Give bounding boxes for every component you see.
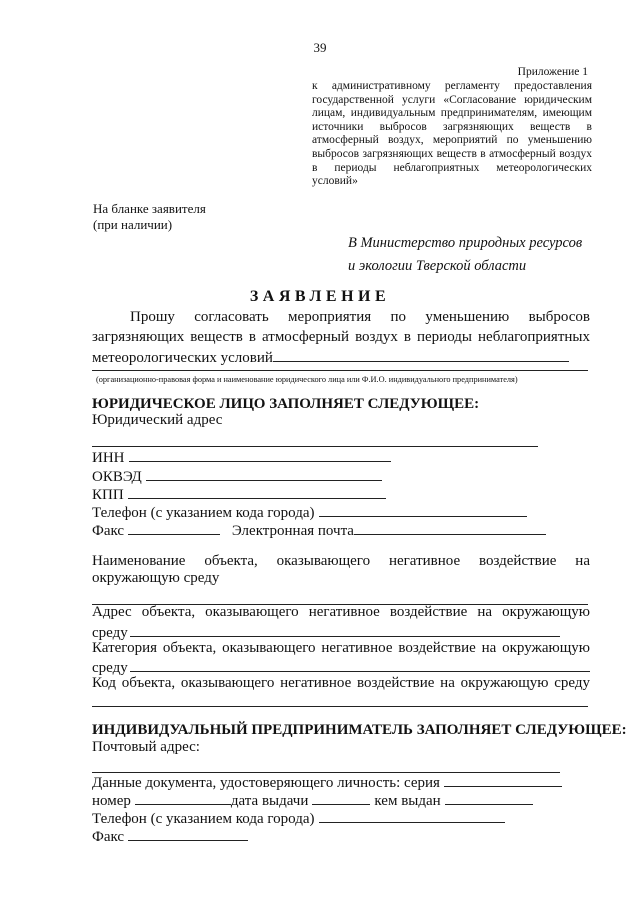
legal-address-label: Юридический адрес	[92, 412, 223, 428]
id-doc-row	[92, 772, 562, 792]
id-doc-label: Данные документа, удостоверяющего личность: серия	[92, 775, 440, 791]
ip-fax-label: Факс	[92, 829, 125, 845]
object-category-line-1: Категория объекта, оказывающего негативное воздействие на окружающую	[92, 640, 590, 656]
id-number-row	[92, 790, 533, 810]
object-address-line-2: среду	[92, 625, 128, 641]
object-name-line-1: Наименование объекта, оказывающего негативное воздействие на	[92, 553, 590, 569]
inn-field[interactable]	[129, 447, 391, 462]
legal-entity-heading: ЮРИДИЧЕСКОЕ ЛИЦО ЗАПОЛНЯЕТ СЛЕДУЮЩЕЕ:	[92, 396, 480, 412]
appendix-text: к административному регламенту предоставления государственной услуги «Согласование юридическим лицам, индивидуальным предпринимателям, имеющим источники выбросов загрязняющих веществ в атмосферный воздух, мероприятий по уменьшению выбросов загрязняющих веществ в атмосферный воздух в периоды неблагоприятных метеорологических условий»	[312, 80, 592, 188]
email-label: Электронная почта	[231, 523, 354, 539]
request-text	[92, 307, 590, 368]
object-category-field[interactable]	[130, 657, 590, 672]
object-address-field[interactable]	[130, 622, 560, 637]
request-line-1: Прошу согласовать мероприятия по уменьшению выбросов	[130, 309, 590, 325]
okved-field[interactable]	[146, 466, 382, 481]
object-code-line[interactable]	[92, 706, 588, 707]
object-code-label: Код объекта, оказывающего негативное воздействие на окружающую среду	[92, 675, 590, 691]
id-issue-date-label: дата выдачи	[230, 793, 309, 809]
recipient-line-1: В Министерство природных ресурсов	[348, 235, 583, 251]
okved-label: ОКВЭД	[92, 469, 142, 485]
inn-row	[92, 447, 391, 467]
id-number-field[interactable]	[135, 790, 231, 805]
ip-fax-row	[92, 826, 248, 846]
object-address-line-1: Адрес объекта, оказывающего негативное воздействие на окружающую	[92, 604, 590, 620]
email-field[interactable]	[354, 520, 546, 535]
inn-label: ИНН	[92, 450, 125, 466]
okved-row	[92, 466, 382, 486]
fax-email-row	[92, 520, 546, 540]
letterhead-line-2: (при наличии)	[93, 217, 173, 232]
fax-field[interactable]	[128, 520, 220, 535]
phone-label: Телефон (с указанием кода города)	[92, 505, 315, 521]
request-line-3-text: метеорологических условий	[92, 350, 273, 366]
request-line-3	[92, 347, 590, 368]
individual-heading: ИНДИВИДУАЛЬНЫЙ ПРЕДПРИНИМАТЕЛЬ ЗАПОЛНЯЕТ СЛЕДУЮЩЕЕ:	[92, 722, 627, 738]
id-issued-by-label: кем выдан	[374, 793, 441, 809]
page-number: 39	[313, 40, 327, 55]
kpp-field[interactable]	[128, 484, 386, 499]
letterhead-note	[93, 201, 206, 233]
request-fill-line[interactable]	[273, 347, 569, 362]
object-category-line-2: среду	[92, 660, 128, 676]
appendix-title: Приложение 1	[517, 66, 588, 78]
kpp-label: КПП	[92, 487, 124, 503]
ip-fax-field[interactable]	[128, 826, 248, 841]
phone-field[interactable]	[319, 502, 527, 517]
ip-phone-field[interactable]	[319, 808, 505, 823]
applicant-name-line[interactable]	[92, 370, 588, 371]
object-category-row	[92, 657, 590, 677]
document-title: ЗАЯВЛЕНИЕ	[249, 288, 391, 305]
applicant-caption: (организационно-правовая форма и наименование юридического лица или Ф.И.О. индивидуального предпринимателя)	[96, 375, 518, 384]
request-line-2: загрязняющих веществ в атмосферный воздух в периоды неблагоприятных	[92, 329, 590, 345]
object-name-line-2: окружающую среду	[92, 570, 220, 586]
id-number-label: номер	[92, 793, 131, 809]
id-issued-by-field[interactable]	[445, 790, 533, 805]
ip-phone-row	[92, 808, 505, 828]
kpp-row	[92, 484, 386, 504]
recipient	[348, 232, 582, 278]
object-address-row	[92, 622, 560, 642]
phone-row	[92, 502, 527, 522]
letterhead-line-1: На бланке заявителя	[93, 201, 206, 216]
fax-label: Факс	[92, 523, 125, 539]
id-issue-date-field[interactable]	[312, 790, 370, 805]
id-series-field[interactable]	[444, 772, 562, 787]
ip-phone-label: Телефон (с указанием кода города)	[92, 811, 315, 827]
postal-address-label: Почтовый адрес:	[92, 739, 200, 755]
recipient-line-2: и экологии Тверской области	[348, 258, 527, 274]
